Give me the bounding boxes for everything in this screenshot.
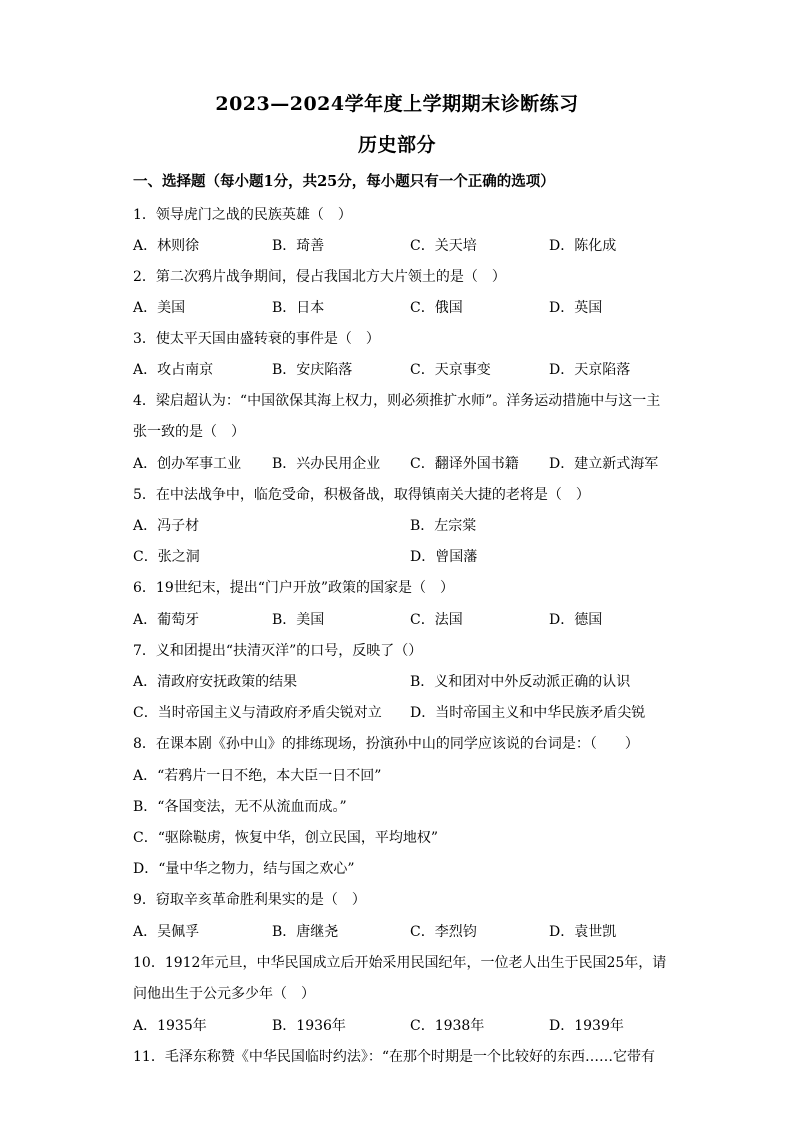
question-5-option-c: C．张之洞: [133, 549, 200, 565]
question-8-stem: 8．在课本剧《孙中山》的排练现场，扮演孙中山的同学应该说的台词是：（ ）: [133, 736, 639, 752]
question-3-option-a: A．攻占南京: [133, 362, 214, 378]
question-4-stem-line-1: 4．梁启超认为：“中国欲保其海上权力，则必须推扩水师”。洋务运动措施中与这一主: [133, 393, 661, 409]
question-7-option-d: D．当时帝国主义和中华民族矛盾尖锐: [410, 705, 646, 721]
exam-title: 2023—2024学年度上学期期末诊断练习: [215, 93, 579, 115]
question-6-option-c: C．法国: [410, 612, 463, 628]
section-heading: 一、选择题（每小题1分，共25分，每小题只有一个正确的选项）: [133, 173, 555, 190]
question-1-stem: 1．领导虎门之战的民族英雄（ ）: [133, 207, 352, 223]
question-11-stem: 11．毛泽东称赞《中华民国临时约法》：“在那个时期是一个比较好的东西……它带有: [133, 1049, 655, 1065]
question-2-option-c: C．俄国: [410, 300, 463, 316]
question-2-option-a: A．美国: [133, 300, 186, 316]
question-4-option-b: B．兴办民用企业: [272, 456, 381, 472]
question-5-option-a: A．冯子材: [133, 518, 200, 534]
question-9-option-b: B．唐继尧: [272, 924, 339, 940]
question-7-option-b: B．义和团对中外反动派正确的认识: [410, 674, 631, 690]
question-10-stem-line-1: 10．1912年元旦，中华民国成立后开始采用民国纪年，一位老人出生于民国25年，请: [133, 955, 667, 971]
question-6-option-d: D．德国: [549, 612, 603, 628]
question-7-stem: 7．义和团提出“扶清灭洋”的口号，反映了（）: [133, 643, 423, 659]
question-5-stem: 5．在中法战争中，临危受命，积极备战，取得镇南关大捷的老将是（ ）: [133, 487, 590, 503]
question-9-stem: 9．窃取辛亥革命胜利果实的是（ ）: [133, 892, 366, 908]
question-8-option-b: B．“各国变法，无不从流血而成。”: [133, 799, 347, 815]
question-9-option-c: C．李烈钧: [410, 924, 477, 940]
question-4-stem-line-2: 张一致的是（ ）: [133, 424, 245, 440]
exam-subtitle: 历史部分: [357, 134, 436, 156]
question-4-option-a: A．创办军事工业: [133, 456, 242, 472]
question-2-option-d: D．英国: [549, 300, 603, 316]
question-7-option-a: A．清政府安抚政策的结果: [133, 674, 298, 690]
question-5-option-d: D．曾国藩: [410, 549, 478, 565]
question-9-option-a: A．吴佩孚: [133, 924, 200, 940]
question-6-option-b: B．美国: [272, 612, 325, 628]
question-1-option-d: D．陈化成: [549, 238, 617, 254]
question-6-option-a: A．葡萄牙: [133, 612, 200, 628]
question-1-option-b: B．琦善: [272, 238, 325, 254]
question-10-option-c: C．1938年: [410, 1018, 485, 1034]
question-8-option-d: D．“量中华之物力，结与国之欢心”: [133, 861, 355, 877]
question-4-option-c: C．翻译外国书籍: [410, 456, 519, 472]
question-2-stem: 2．第二次鸦片战争期间，侵占我国北方大片领土的是（ ）: [133, 269, 506, 285]
question-3-option-c: C．天京事变: [410, 362, 491, 378]
question-10-option-d: D．1939年: [549, 1018, 624, 1034]
question-3-option-b: B．安庆陷落: [272, 362, 353, 378]
question-5-option-b: B．左宗棠: [410, 518, 477, 534]
question-2-option-b: B．日本: [272, 300, 325, 316]
question-8-option-a: A．“若鸦片一日不绝，本大臣一日不回”: [133, 768, 382, 784]
question-10-option-a: A．1935年: [133, 1018, 207, 1034]
question-7-option-c: C．当时帝国主义与清政府矛盾尖锐对立: [133, 705, 382, 721]
question-9-option-d: D．袁世凯: [549, 924, 617, 940]
question-3-stem: 3．使太平天国由盛转衰的事件是（ ）: [133, 331, 380, 347]
question-1-option-a: A．林则徐: [133, 238, 200, 254]
question-4-option-d: D．建立新式海军: [549, 456, 659, 472]
question-6-stem: 6．19世纪末，提出“门户开放”政策的国家是（ ）: [133, 580, 455, 596]
question-3-option-d: D．天京陷落: [549, 362, 631, 378]
question-8-option-c: C．“驱除鞑虏，恢复中华，创立民国，平均地权”: [133, 830, 439, 846]
question-10-stem-line-2: 问他出生于公元多少年（ ）: [133, 986, 315, 1002]
question-1-option-c: C．关天培: [410, 238, 477, 254]
question-10-option-b: B．1936年: [272, 1018, 346, 1034]
